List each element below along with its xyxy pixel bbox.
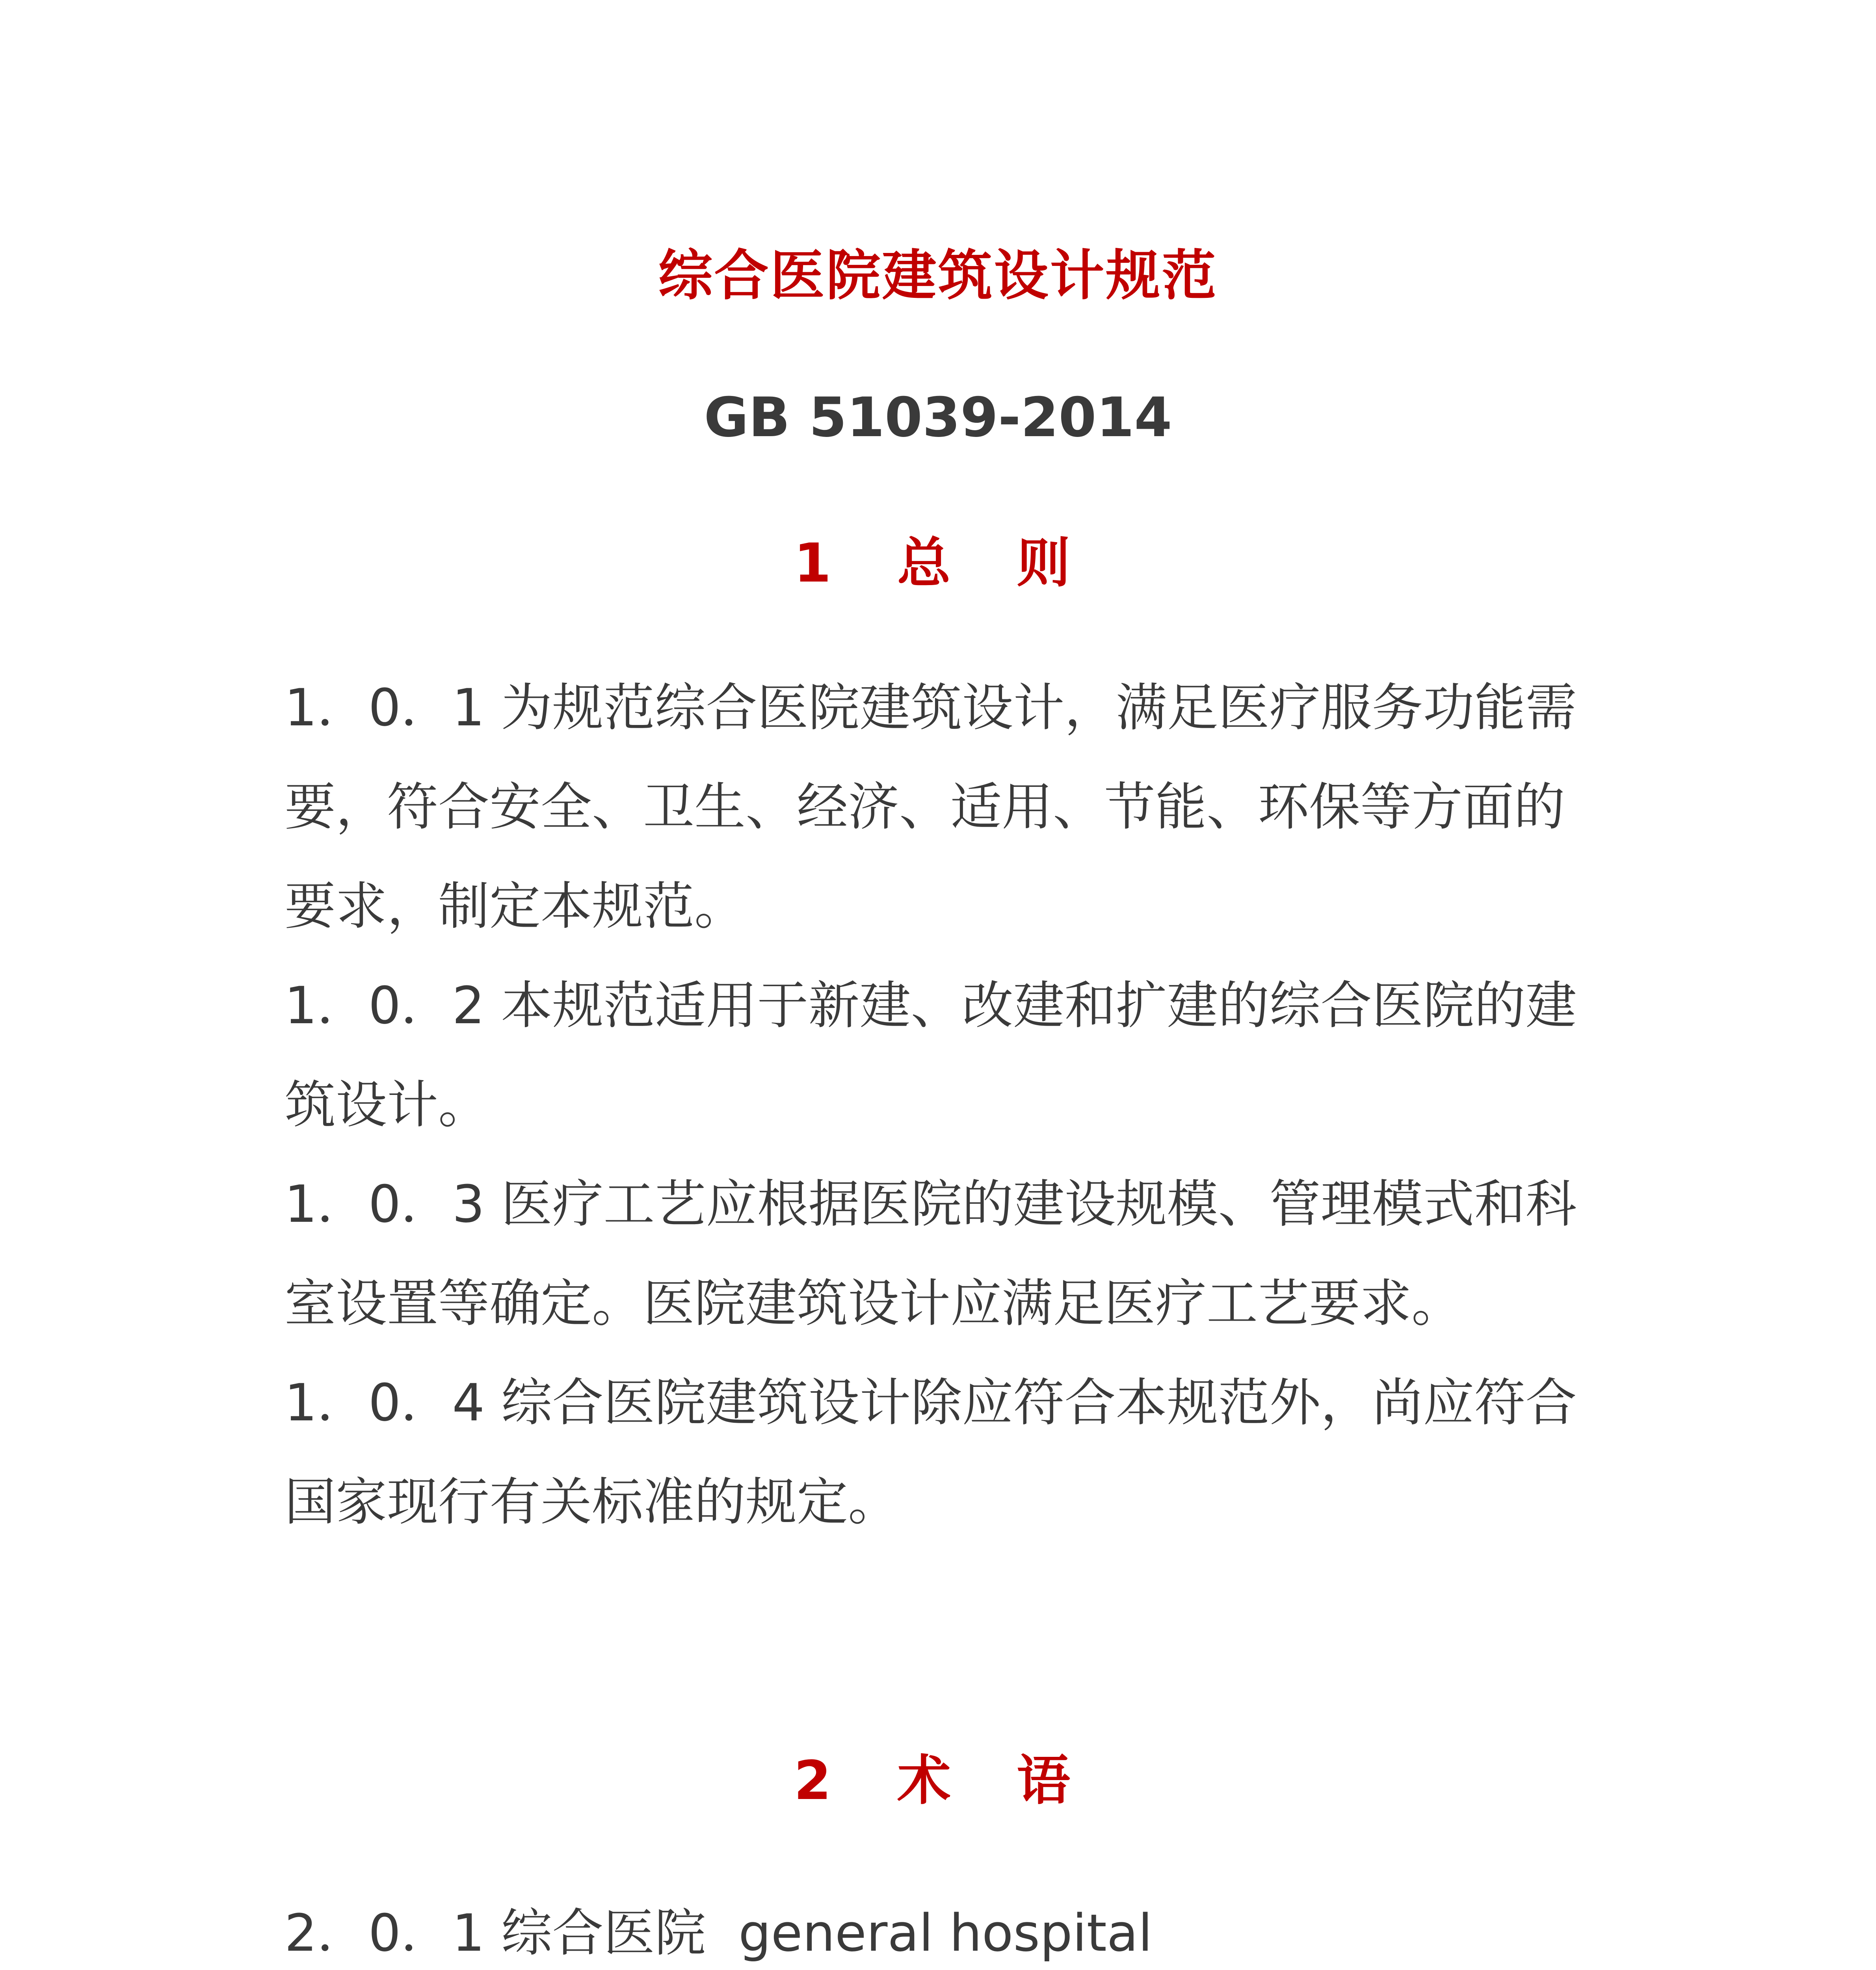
terms-clauses — [284, 1883, 1597, 1970]
clause-1-0-1: 1．0．1 为规范综合医院建筑设计，满足医疗服务功能需要，符合安全、卫生、经济、适用、节能、环保等方面的要求，制定本规范。 — [284, 678, 1577, 936]
section-heading-general: 1 总 则 — [794, 532, 1082, 595]
general-clauses — [284, 658, 1597, 1552]
document-title: 综合医院建筑设计规范 — [658, 244, 1218, 307]
section-heading-terms: 2 术 语 — [794, 1750, 1082, 1812]
standard-code: GB 51039-2014 — [704, 386, 1172, 449]
clause-1-0-3: 1．0．3 医疗工艺应根据医院的建设规模、管理模式和科室设置等确定。医院建筑设计应满足医疗工艺要求。 — [284, 1174, 1577, 1333]
clause-1-0-2: 1．0．2 本规范适用于新建、改建和扩建的综合医院的建筑设计。 — [284, 976, 1577, 1135]
term-2-0-1: 2．0．1 综合医院 general hospital — [284, 1903, 1153, 1963]
clause-1-0-4: 1．0．4 综合医院建筑设计除应符合本规范外，尚应符合国家现行有关标准的规定。 — [284, 1373, 1577, 1532]
